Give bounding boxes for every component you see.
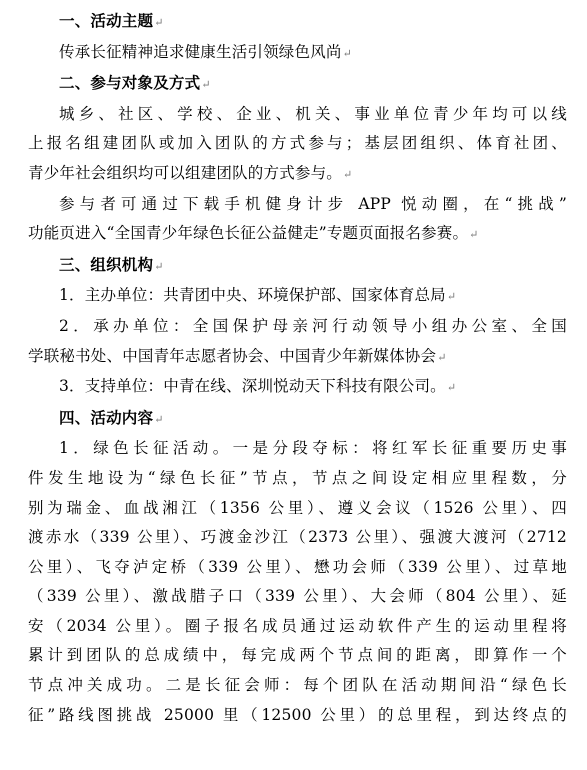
text-line [28, 372, 567, 403]
line-text: 传承长征精神追求健康生活引领绿色风尚 [59, 42, 342, 61]
paragraph-mark-icon: ↵ [154, 412, 164, 426]
line-text: 青少年社会组织均可以组建团队的方式参与。 [28, 163, 343, 182]
text-line [28, 38, 567, 69]
line-text: 城乡、社区、学校、企业、机关、事业单位青少年均可以线 [59, 104, 567, 123]
text-line [28, 129, 567, 159]
line-text: 一、活动主题 [59, 11, 154, 30]
section-heading [28, 6, 567, 38]
line-text: 1．绿色长征活动。一是分段夺标：将红军长征重要历史事 [59, 439, 567, 458]
text-line [28, 701, 567, 731]
paragraph-mark-icon: ↵ [154, 259, 164, 273]
line-text: 参与者可通过下载手机健身计步 APP 悦动圈，在“挑战” [59, 194, 567, 213]
line-text: 功能页进入“全国青少年绿色长征公益健走”专题页面报名参赛。 [28, 224, 469, 243]
text-line [28, 281, 567, 312]
section-heading [28, 68, 567, 100]
paragraph-mark-icon: ↵ [201, 78, 211, 92]
line-text: 渡赤水（339 公里）、巧渡金沙江（2373 公里）、强渡大渡河（2712 [28, 528, 567, 547]
paragraph-mark-icon: ↵ [446, 290, 457, 304]
line-text: 学联秘书处、中国青年志愿者协会、中国青少年新媒体协会 [28, 346, 437, 365]
line-text: 节点冲关成功。二是长征会师：每个团队在活动期间沿“绿色长 [28, 676, 567, 695]
text-line [28, 464, 567, 494]
line-text: 2．承办单位：全国保护母亲河行动领导小组办公室、全国 [59, 316, 567, 335]
line-text: 上报名组建团队或加入团队的方式参与；基层团组织、体育社团、 [28, 134, 567, 153]
text-line [28, 190, 567, 220]
text-line [28, 312, 567, 342]
text-line [28, 641, 567, 671]
text-line [28, 342, 567, 373]
text-line [28, 434, 567, 464]
text-line [28, 494, 567, 524]
line-text: （339 公里）、激战腊子口（339 公里）、大会师（804 公里）、延 [28, 587, 567, 606]
text-line [28, 582, 567, 612]
line-text: 累计到团队的总成绩中，每完成两个节点间的距离，即算作一个 [28, 646, 567, 665]
line-text: 1．主办单位：共青团中央、环境保护部、国家体育总局 [59, 286, 446, 305]
line-text: 别为瑞金、血战湘江（1356 公里）、遵义会议（1526 公里）、四 [28, 498, 567, 517]
text-line [28, 219, 567, 250]
text-line [28, 612, 567, 642]
paragraph-mark-icon: ↵ [469, 228, 479, 242]
section-heading [28, 250, 567, 282]
text-line [28, 159, 567, 190]
line-text: 四、活动内容 [59, 407, 154, 427]
line-text: 公里）、飞夺泸定桥（339 公里）、懋功会师（339 公里）、过草地 [28, 557, 567, 576]
line-text: 二、参与对象及方式 [59, 73, 201, 93]
line-text: 三、组织机构 [59, 254, 154, 274]
paragraph-mark-icon: ↵ [342, 46, 352, 60]
text-line [28, 100, 567, 130]
paragraph-mark-icon: ↵ [437, 350, 447, 364]
text-line [28, 553, 567, 583]
line-text: 3．支持单位：中青在线、深圳悦动天下科技有限公司。 [59, 377, 446, 396]
section-heading [28, 403, 567, 435]
line-text: 征”路线图挑战 25000 里（12500 公里）的总里程，到达终点的 [28, 705, 567, 724]
line-text: 安（2034 公里）。圈子报名成员通过运动软件产生的运动里程将 [28, 616, 567, 635]
line-text: 件发生地设为“绿色长征”节点，节点之间设定相应里程数，分 [28, 468, 567, 487]
paragraph-mark-icon: ↵ [154, 16, 164, 29]
text-line [28, 671, 567, 701]
paragraph-mark-icon: ↵ [446, 381, 457, 395]
paragraph-mark-icon: ↵ [343, 167, 353, 181]
text-line [28, 523, 567, 553]
